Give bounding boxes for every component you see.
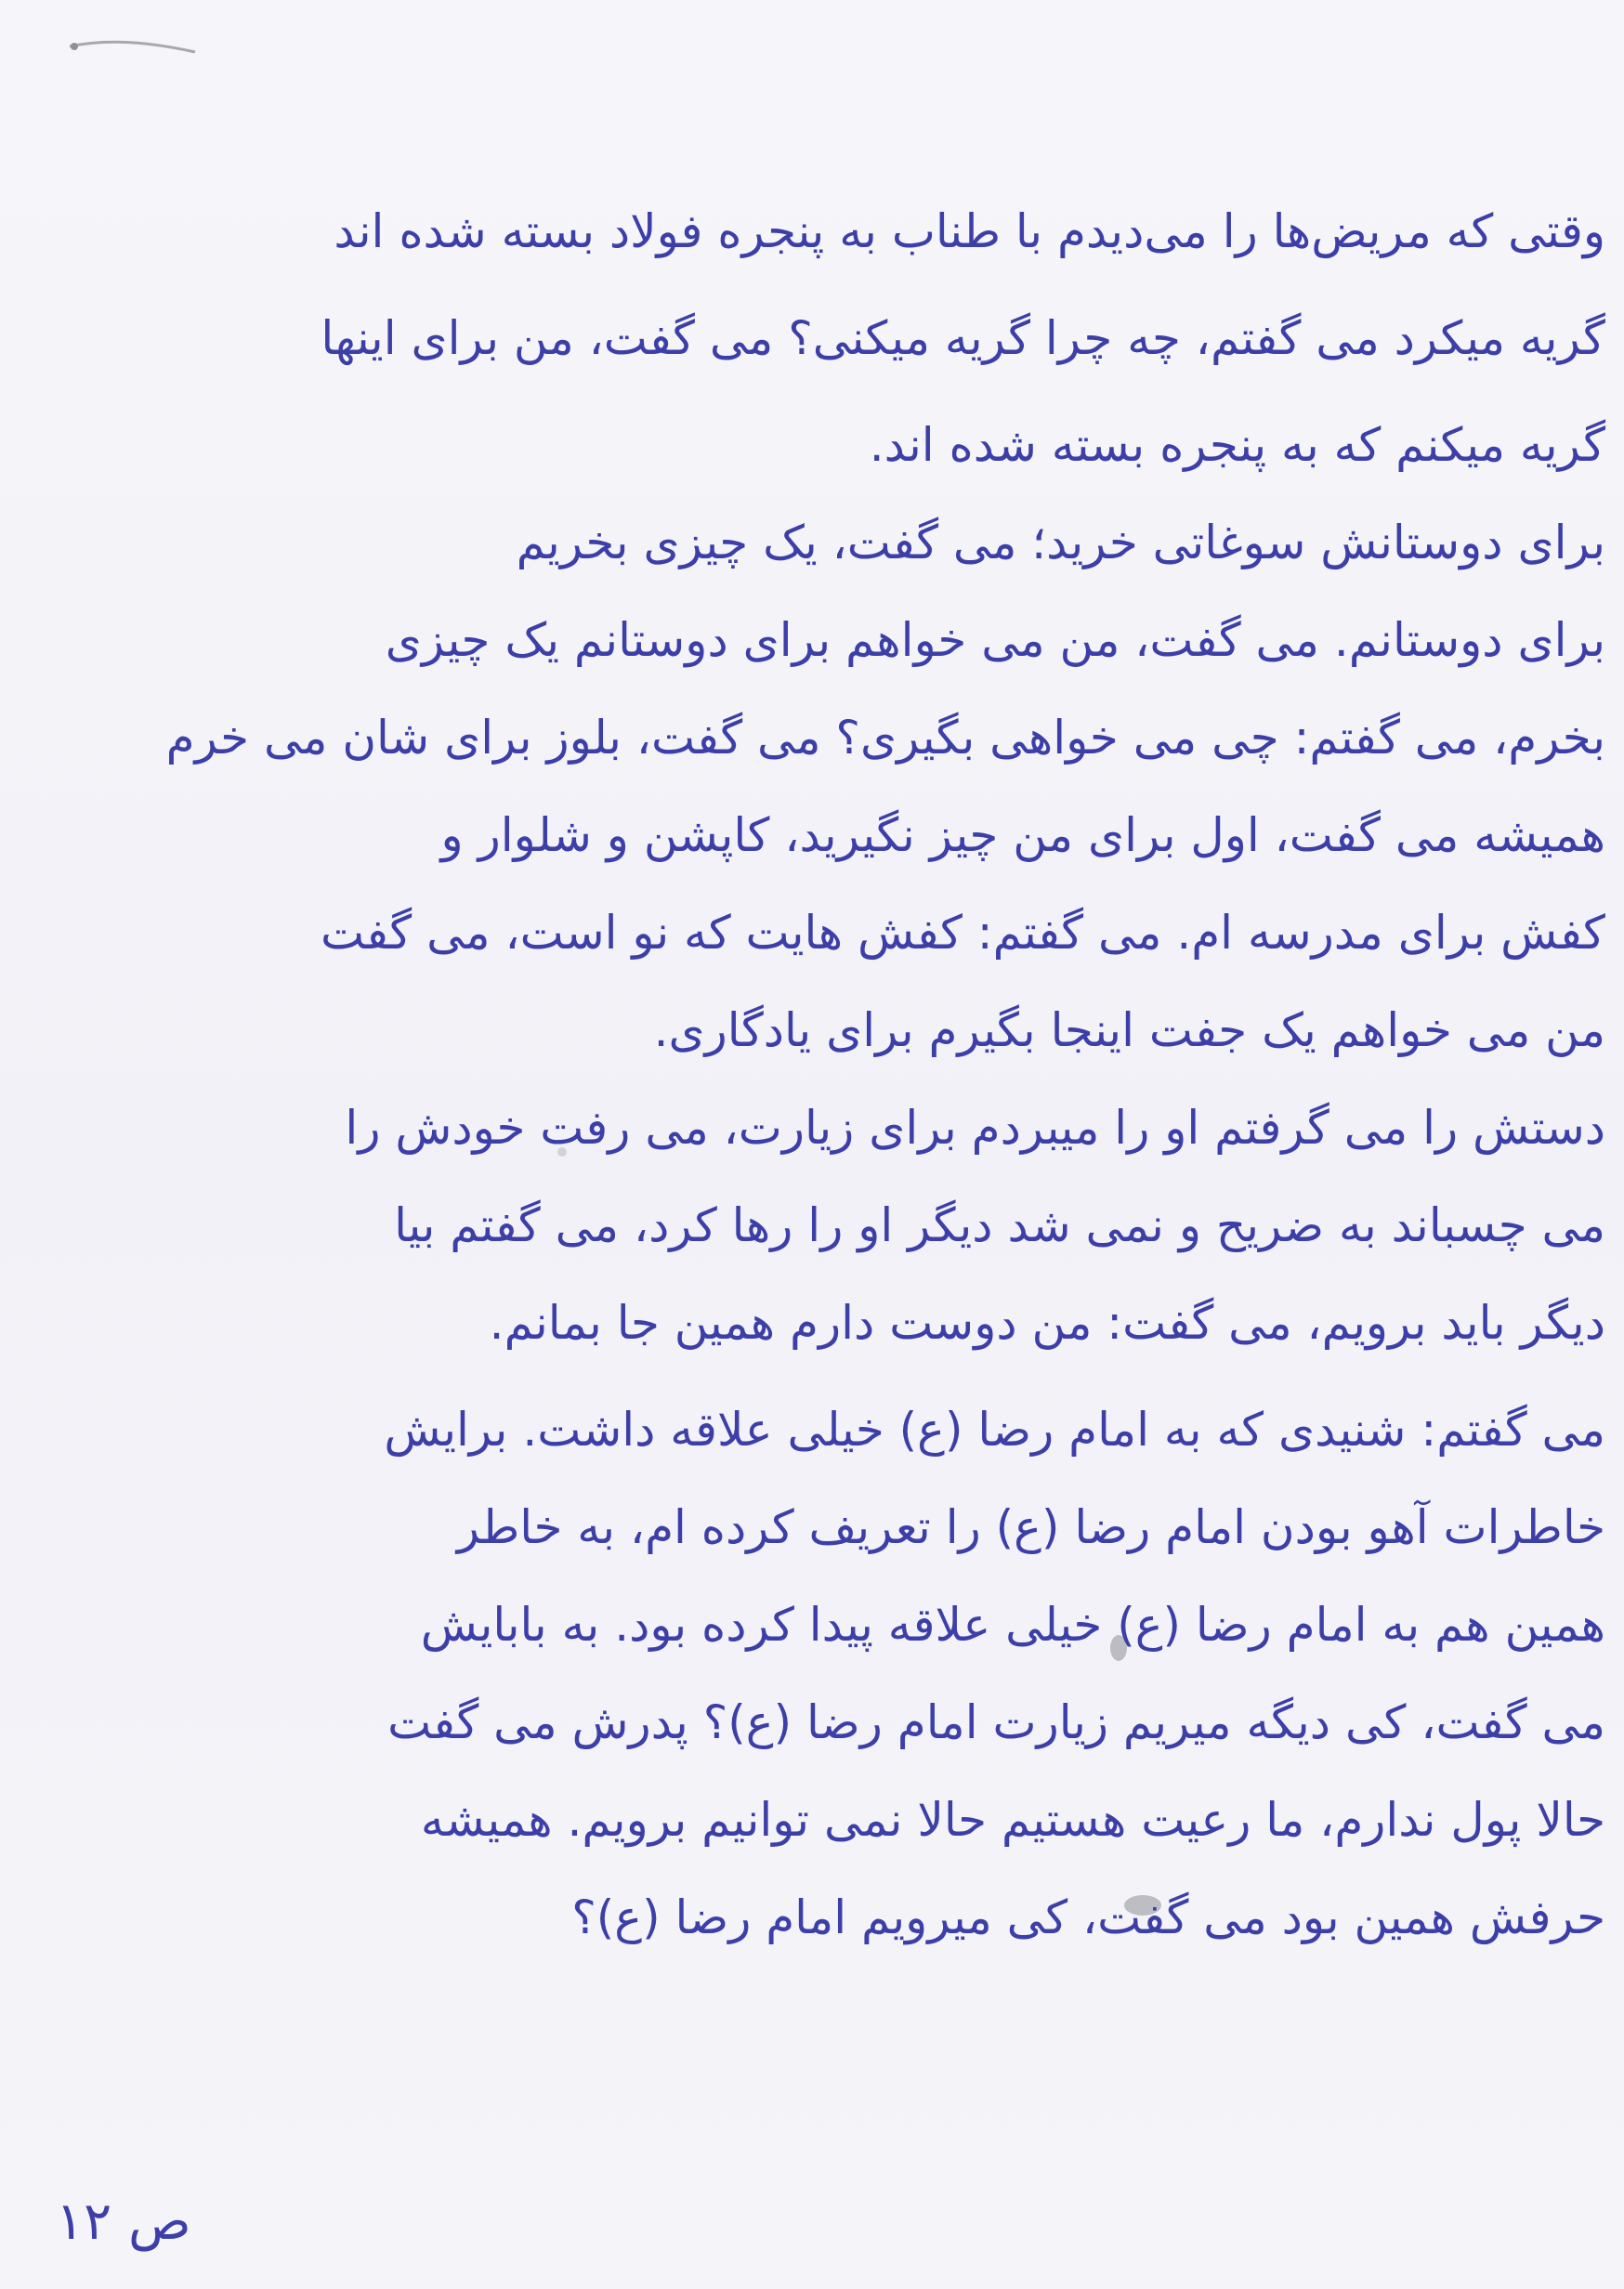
text-line: من می خواهم یک جفت اینجا بگیرم برای یادگاری. <box>653 1003 1605 1057</box>
text-line: دیگر باید برویم، می گفت: من دوست دارم همین جا بمانم. <box>489 1296 1605 1350</box>
text-line: حالا پول ندارم، ما رعیت هستیم حالا نمی توانیم برویم. همیشه <box>420 1793 1605 1847</box>
text-line: همین هم به امام رضا (ع) خیلی علاقه پیدا کرده بود. به بابایش <box>420 1598 1605 1652</box>
text-line: دستش را می گرفتم او را میبردم برای زیارت، می رفت خودش را <box>345 1101 1605 1155</box>
text-line: بخرم، می گفتم: چی می خواهی بگیری؟ می گفت، بلوز برای شان می خرم <box>165 711 1605 765</box>
text-line: می چسباند به ضریح و نمی شد دیگر او را رها کرد، می گفتم بیا <box>394 1198 1605 1252</box>
text-line: همیشه می گفت، اول برای من چیز نگیرید، کاپشن و شلوار و <box>440 808 1605 862</box>
staple-mark-icon <box>65 35 204 63</box>
text-line: گریه میکنم که به پنجره بسته شده اند. <box>869 418 1605 472</box>
text-line: برای دوستانم. می گفت، من می خواهم برای دوستانم یک چیزی <box>385 613 1605 667</box>
page-number: ص ۱۲ <box>56 2191 191 2252</box>
text-line: وقتی که مریض‌ها را می‌دیدم با طناب به پنجره فولاد بسته شده اند <box>334 204 1605 258</box>
text-line: می گفتم: شنیدی که به امام رضا (ع) خیلی علاقه داشت. برایش <box>384 1403 1605 1457</box>
text-line: حرفش همین بود می گفت، کی میرویم امام رضا (ع)؟ <box>571 1890 1605 1944</box>
text-line: کفش برای مدرسه ام. می گفتم: کفش هایت که نو است، می گفت <box>321 906 1605 960</box>
text-line: خاطرات آهو بودن امام رضا (ع) را تعریف کرده ام، به خاطر <box>456 1500 1605 1554</box>
text-line: برای دوستانش سوغاتی خرید؛ می گفت، یک چیزی بخریم <box>516 516 1605 569</box>
text-line: گریه میکرد می گفتم، چه چرا گریه میکنی؟ می گفت، من برای اینها <box>321 311 1605 365</box>
text-line: می گفت، کی دیگه میریم زیارت امام رضا (ع)؟ پدرش می گفت <box>387 1695 1605 1749</box>
